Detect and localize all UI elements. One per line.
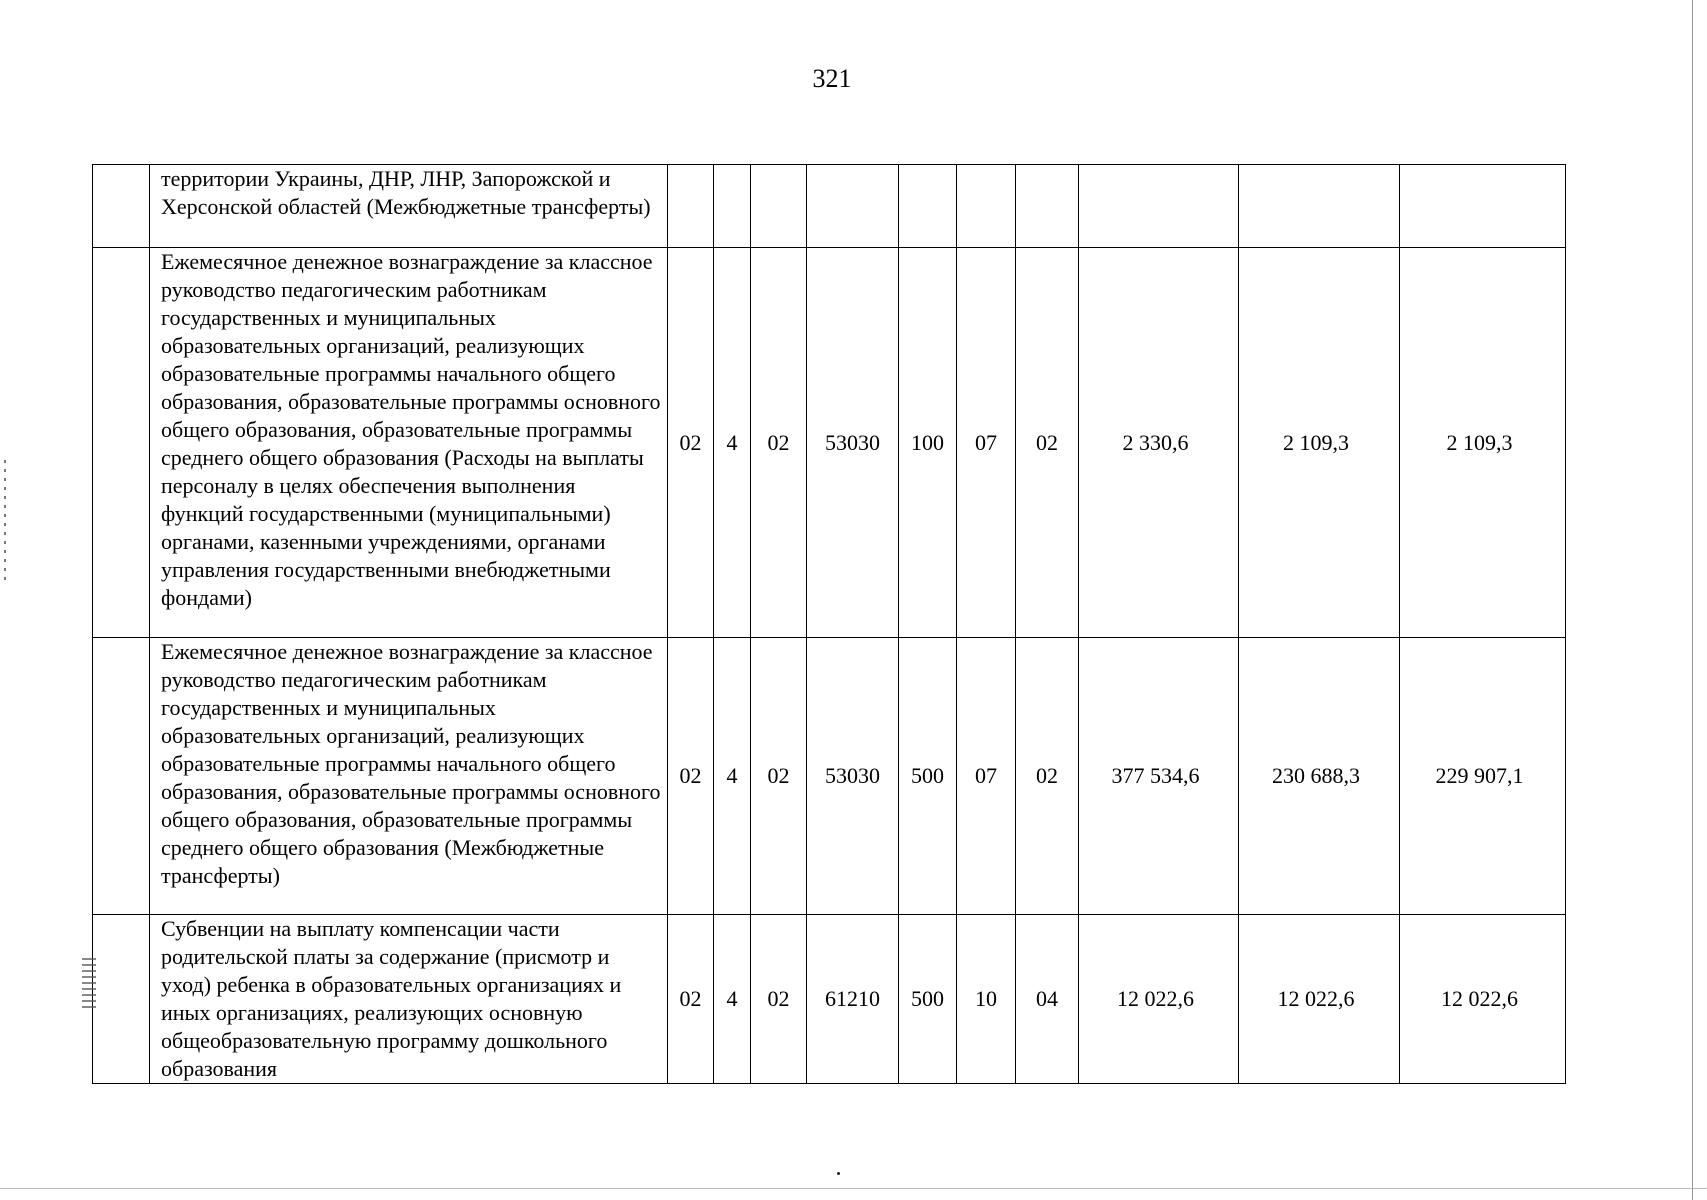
table-body	[93, 165, 1566, 1084]
budget-table	[92, 164, 1566, 1084]
amount-cell	[1400, 165, 1566, 248]
code-cell	[751, 165, 807, 248]
code-cell: 02	[668, 915, 714, 1084]
scan-artifact	[1692, 0, 1693, 1200]
code-cell: 53030	[807, 638, 899, 915]
code-cell	[1016, 165, 1079, 248]
amount-cell	[1239, 165, 1400, 248]
description-cell: территории Украины, ДНР, ЛНР, Запорожской и Херсонской областей (Межбюджетные трансферты)	[150, 165, 668, 248]
code-cell: 02	[751, 638, 807, 915]
table-row	[93, 165, 1566, 248]
amount-cell: 2 109,3	[1239, 248, 1400, 638]
code-cell	[899, 165, 957, 248]
description-cell: Ежемесячное денежное вознаграждение за классное руководство педагогическим работникам государственных и муниципальных образовательных организаций, реализующих образовательные программы начального общего образования, образовательные программы основного общего образования, образовательные программы среднего общего образования (Расходы на выплаты персоналу в целях обеспечения выполнения функций государственными (муниципальными) органами, казенными учреждениями, органами управления государственными внебюджетными фондами)	[150, 248, 668, 638]
amount-cell: 12 022,6	[1239, 915, 1400, 1084]
row-number-cell	[93, 915, 150, 1084]
code-cell: 100	[899, 248, 957, 638]
amount-cell: 2 109,3	[1400, 248, 1566, 638]
scan-artifact	[4, 460, 6, 580]
amount-cell	[1079, 165, 1239, 248]
scan-artifact	[837, 1172, 840, 1175]
description-cell: Субвенции на выплату компенсации части родительской платы за содержание (присмотр и уход) ребенка в образовательных организациях и иных организациях, реализующих основную общеобразовательную программу дошкольного образования	[150, 915, 668, 1084]
code-cell: 02	[668, 638, 714, 915]
row-number-cell	[93, 248, 150, 638]
scan-artifact	[82, 958, 96, 1010]
code-cell: 02	[751, 915, 807, 1084]
code-cell: 02	[1016, 638, 1079, 915]
scan-artifact	[0, 1188, 1707, 1189]
code-cell: 04	[1016, 915, 1079, 1084]
page-number: 321	[812, 64, 852, 93]
code-cell: 07	[957, 638, 1016, 915]
table-row	[93, 638, 1566, 915]
code-cell: 53030	[807, 248, 899, 638]
code-cell: 02	[1016, 248, 1079, 638]
row-number-cell	[93, 638, 150, 915]
description-cell: Ежемесячное денежное вознаграждение за классное руководство педагогическим работникам государственных и муниципальных образовательных организаций, реализующих образовательные программы начального общего образования, образовательные программы основного общего образования, образовательные программы среднего общего образования (Межбюджетные трансферты)	[150, 638, 668, 915]
code-cell: 02	[751, 248, 807, 638]
table-row	[93, 248, 1566, 638]
amount-cell: 230 688,3	[1239, 638, 1400, 915]
code-cell: 4	[714, 915, 751, 1084]
code-cell: 07	[957, 248, 1016, 638]
code-cell: 500	[899, 915, 957, 1084]
code-cell	[668, 165, 714, 248]
code-cell	[957, 165, 1016, 248]
table-row	[93, 915, 1566, 1084]
amount-cell: 2 330,6	[1079, 248, 1239, 638]
code-cell	[714, 165, 751, 248]
amount-cell: 12 022,6	[1400, 915, 1566, 1084]
code-cell: 61210	[807, 915, 899, 1084]
code-cell: 10	[957, 915, 1016, 1084]
row-number-cell	[93, 165, 150, 248]
code-cell: 4	[714, 248, 751, 638]
code-cell: 500	[899, 638, 957, 915]
code-cell: 4	[714, 638, 751, 915]
amount-cell: 229 907,1	[1400, 638, 1566, 915]
amount-cell: 12 022,6	[1079, 915, 1239, 1084]
code-cell	[807, 165, 899, 248]
code-cell: 02	[668, 248, 714, 638]
amount-cell: 377 534,6	[1079, 638, 1239, 915]
